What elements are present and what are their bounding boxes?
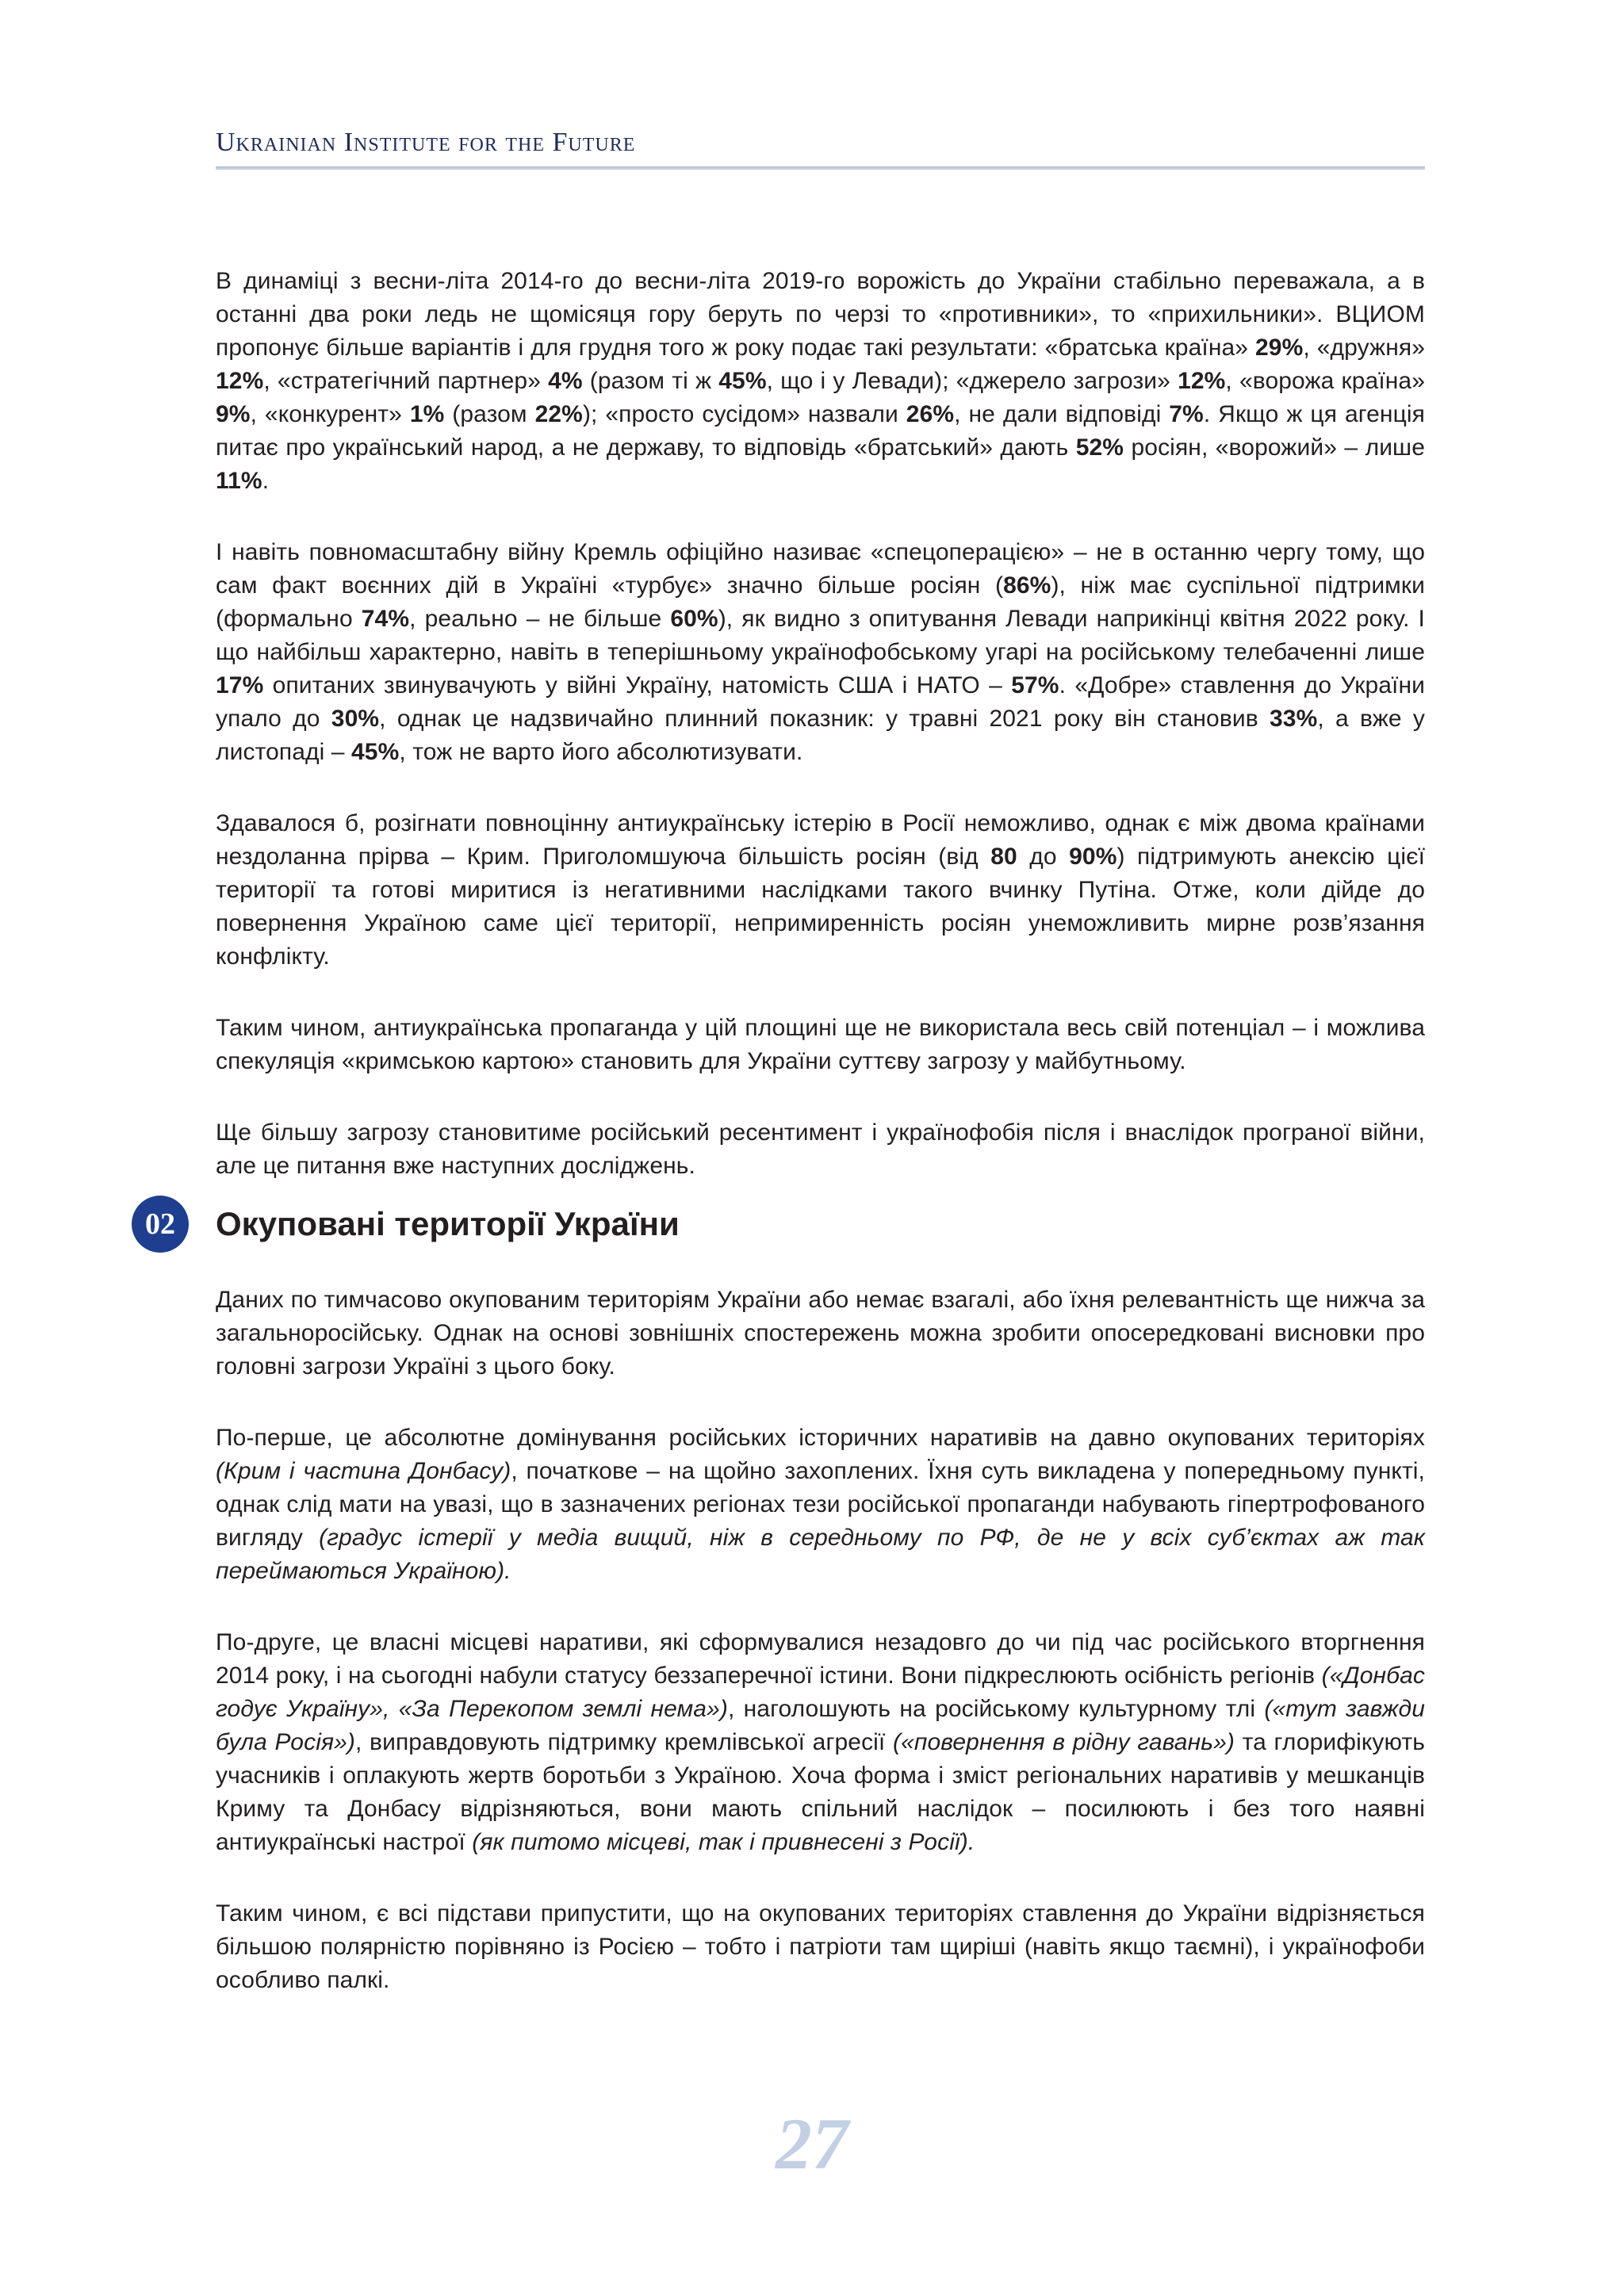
bold-figure: 12% xyxy=(1178,368,1226,394)
section-2-body xyxy=(216,1284,1425,1997)
section-number-badge: 02 xyxy=(132,1196,189,1253)
paragraph: І навіть повномасштабну війну Кремль офіційно називає «спецоперацією» – не в останню чергу тому, що сам факт воєнних дій в Україні «турбує» значно більше росіян (86%), ніж має суспільної підтримки (формально 74%, реально – не більше 60%), як видно з опитування Левади наприкінці квітня 2022 року. І що найбільш характерно, навіть в теперішньому українофобському угарі на російському телебаченні лише 17% опитаних звинувачують у війні Україну, натомість США і НАТО – 57%. «Добре» ставлення до України упало до 30%, однак це надзвичайно плинний показник: у травні 2021 року він становив 33%, а вже у листопаді – 45%, тож не варто його абсолютизувати. xyxy=(216,539,1426,765)
italic-note: («Донбас годує Україну», «За Перекопом землі нема») xyxy=(216,1663,1425,1722)
bold-figure: 7% xyxy=(1169,401,1204,427)
paragraph: В динаміці з весни-літа 2014-го до весни-літа 2019-го ворожість до України стабільно переважала, а в останні два роки ледь не щомісяця гору беруть по черзі то «противники», то «прихильники». ВЦИОМ пропонує більше варіантів і для грудня того ж року подає такі результати: «братська країна» 29%, «дружня» 12%, «стратегічний партнер» 4% (разом ті ж 45%, що і у Левади); «джерело загрози» 12%, «ворожа країна» 9%, «конкурент» 1% (разом 22%); «просто сусідом» назвали 26%, не дали відповіді 7%. Якщо ж ця агенція питає про український народ, а не державу, то відповідь «братський» дають 52% росіян, «ворожий» – лише 11%. xyxy=(216,268,1426,494)
bold-figure: 45% xyxy=(351,739,400,765)
paragraph: Таким чином, антиукраїнська пропаганда у цій площині ще не використала весь свій потенціал – і можлива спекуляція «кримською картою» становить для України суттєву загрозу у майбутньому. xyxy=(216,1015,1425,1074)
header-title: Ukrainian Institute for the Future xyxy=(216,128,636,157)
bold-figure: 26% xyxy=(906,401,955,427)
paragraph: Даних по тимчасово окупованим територіям України або немає взагалі, або їхня релевантність ще нижча за загальноросійську. Однак на основі зовнішніх спостережень можна зробити опосередковані висновки про головні загрози Україні з цього боку. xyxy=(216,1287,1425,1380)
paragraph: По-перше, це абсолютне домінування російських історичних наративів на давно окупованих територіях (Крим і частина Донбасу), початкове – на щойно захоплених. Їхня суть викладена у попередньому пункті, однак слід мати на увазі, що в зазначених регіонах тези російської пропаганди набувають гіпертрофованого вигляду (градус істерії у медіа вищий, ніж в середньому по РФ, де не у всіх суб’єктах аж так переймаються Україною). xyxy=(216,1425,1426,1584)
section-heading xyxy=(132,1196,1425,1267)
bold-figure: 33% xyxy=(1270,706,1318,732)
page-number: 27 xyxy=(776,2103,848,2184)
paragraph: Здавалося б, розігнати повноцінну антиукраїнську істерію в Росії неможливо, однак є між двома країнами нездоланна прірва – Крим. Приголомшуюча більшість росіян (від 80 до 90%) підтримують анексію цієї території та готові миритися із негативними наслідками такого вчинку Путіна. Отже, коли дійде до повернення Україною саме цієї території, непримиренність росіян унеможливить мирне розв’язання конфлікту. xyxy=(216,810,1426,970)
paragraph: Таким чином, є всі підстави припустити, що на окупованих територіях ставлення до України відрізняється більшою полярністю порівняно із Росією – тобто і патріоти там щиріші (навіть якщо таємні), і українофоби особливо палкі. xyxy=(216,1900,1425,1993)
bold-figure: 9% xyxy=(216,401,251,427)
section-title: Окуповані території України xyxy=(216,1205,680,1242)
italic-note: (Крим і частина Донбасу) xyxy=(216,1458,511,1484)
italic-note: (градус істерії у медіа вищий, ніж в середньому по РФ, де не у всіх суб’єктах аж так переймаються Україною). xyxy=(216,1525,1426,1584)
bold-figure: 4% xyxy=(548,368,583,394)
bold-figure: 30% xyxy=(331,706,380,732)
bold-figure: 22% xyxy=(534,401,583,427)
bold-figure: 57% xyxy=(1011,672,1059,698)
section-1-body xyxy=(216,265,1425,1183)
italic-note: («повернення в рідну гавань») xyxy=(893,1729,1235,1755)
bold-figure: 90% xyxy=(1069,844,1117,870)
bold-figure: 11% xyxy=(216,468,262,494)
page-header xyxy=(216,127,1425,170)
bold-figure: 12% xyxy=(216,368,264,394)
bold-figure: 29% xyxy=(1255,335,1304,361)
bold-figure: 17% xyxy=(216,672,264,698)
bold-figure: 60% xyxy=(670,606,718,632)
bold-figure: 74% xyxy=(361,606,410,632)
italic-note: («тут завжди була Росія») xyxy=(216,1696,1425,1755)
paragraph: Ще більшу загрозу становитиме російський ресентимент і українофобія після і внаслідок програної війни, але це питання вже наступних досліджень. xyxy=(216,1119,1425,1179)
bold-figure: 1% xyxy=(409,401,445,427)
bold-figure: 80 xyxy=(990,844,1017,870)
italic-note: (як питомо місцеві, так і привнесені з Росії). xyxy=(472,1829,975,1855)
bold-figure: 52% xyxy=(1075,434,1124,461)
bold-figure: 45% xyxy=(718,368,767,394)
header-divider xyxy=(216,166,1425,170)
bold-figure: 86% xyxy=(1003,572,1051,599)
paragraph: По-друге, це власні місцеві наративи, які сформувалися незадовго до чи під час російського вторгнення 2014 року, і на сьогодні набули статусу беззаперечної істини. Вони підкреслюють осібність регіонів («Донбас годує Україну», «За Перекопом землі нема»), наголошують на російському культурному тлі («тут завжди була Росія»), виправдовують підтримку кремлівської агресії («повернення в рідну гавань») та глорифікують учасників і оплакують жертв боротьби з Україною. Хоча форма і зміст регіональних наративів у мешканців Криму та Донбасу відрізняються, вони мають спільний наслідок – посилюють і без того наявні антиукраїнські настрої (як питомо місцеві, так і привнесені з Росії). xyxy=(216,1629,1426,1855)
